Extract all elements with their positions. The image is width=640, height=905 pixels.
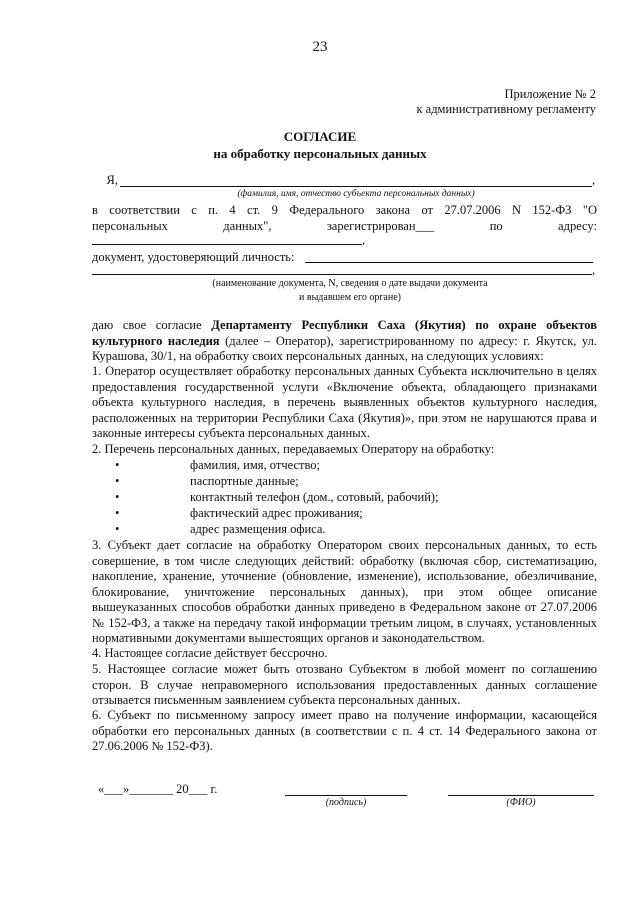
list-item-text: адрес размещения офиса. xyxy=(190,522,326,536)
intro-post: (далее – Оператор), зарегистрированному по адресу: г. Якутск, ул. Курашова, 30/1, на обработку своих персональных данных, на следующих условиях: xyxy=(92,333,597,363)
list-item xyxy=(92,506,597,522)
bullet-icon: • xyxy=(115,490,120,504)
paragraph-1: 1. Оператор осуществляет обработку персональных данных Субъекта исключительно в целях предоставления государственной услуги «Включение объекта, обладающего признаками объекта культурного наследия, в перечень выявленных объектов культурного наследия, расположенных на территории Республики Саха (Якутия)», при этом не нарушаются права и законные интересы субъекта персональных данных. xyxy=(92,364,597,440)
intro-paragraph xyxy=(92,318,597,365)
list-item-text: паспортные данные; xyxy=(190,474,299,488)
list-item xyxy=(92,474,597,490)
appendix-header xyxy=(416,87,596,117)
appendix-number: Приложение № 2 xyxy=(504,87,596,101)
intro-pre: даю свое согласие xyxy=(92,318,212,332)
list-item-text: фактический адрес проживания; xyxy=(190,506,363,520)
ya-label: Я, xyxy=(106,173,118,187)
fio-sign-caption: (ФИО) xyxy=(506,797,536,808)
paragraph-6: 6. Субъект по письменному запросу имеет право на получение информации, касающейся обработки его персональных данных (в соответствии с п. 4 ст. 14 Федерального закона от 27.06.2006 № 152-ФЗ). xyxy=(92,708,597,753)
intro-organization: Департаменту Республики Саха (Якутия) по охране объектов культурного наследия xyxy=(92,318,597,348)
paragraph-5: 5. Настоящее согласие может быть отозвано Субъектом в любой момент по соглашению сторон. В случае неправомерного использования предоставленных данных соглашение отзывается письменным заявлением субъекта персональных данных. xyxy=(92,662,597,707)
title-main: СОГЛАСИЕ xyxy=(283,129,357,144)
list-item-text: фамилия, имя, отчество; xyxy=(190,458,321,472)
bullet-icon: • xyxy=(115,522,120,536)
document-title xyxy=(0,128,640,162)
fio-caption: (фамилия, имя, отчество субъекта персональных данных) xyxy=(237,189,475,199)
fio-comma: , xyxy=(592,173,596,187)
doc-caption-line-2: и выдавшем его органе) xyxy=(299,292,401,303)
law-line-2: персональных данных", зарегистрирован___ по адресу: xyxy=(92,219,597,233)
doc-comma: , xyxy=(592,263,596,277)
paragraph-4: 4. Настоящее согласие действует бессрочно. xyxy=(92,646,328,660)
bullet-icon: • xyxy=(115,458,120,472)
bullet-icon: • xyxy=(115,506,120,520)
signature-caption: (подпись) xyxy=(325,797,367,808)
list-item-text: контактный телефон (дом., сотовый, рабочий); xyxy=(190,490,439,504)
address-comma: , xyxy=(362,233,366,247)
paragraph-3: 3. Субъект дает согласие на обработку Оператором своих персональных данных, то есть совершение, в том числе следующих действий: обработку (включая сбор, систематизацию, накопление, хранение, уточнение (обновление, изменение), использование, обезличивание, блокирование, уничтожение персональных данных), при этом общее описание вышеуказанных способов обработки данных приведено в Федеральном законе от 27.07.2006 № 152-ФЗ, а также на передачу такой информации третьим лицом, в случаях, установленных нормативными документами вышестоящих органов и законодательством. xyxy=(92,538,597,645)
signature-field[interactable] xyxy=(285,795,407,796)
list-item xyxy=(92,490,597,506)
doc-field-1[interactable] xyxy=(305,262,593,263)
date-field[interactable]: «___»_______ 20___ г. xyxy=(98,782,218,796)
doc-label: документ, удостоверяющий личность: xyxy=(92,250,295,264)
list-item xyxy=(92,458,597,474)
paragraph-2: 2. Перечень персональных данных, передаваемых Оператору на обработку: xyxy=(92,442,495,456)
appendix-reference: к административному регламенту xyxy=(416,102,596,116)
page-number: 23 xyxy=(312,39,328,55)
list-item xyxy=(92,522,597,538)
doc-caption-line-1: (наименование документа, N, сведения о дате выдачи документа xyxy=(212,278,488,289)
fio-sign-field[interactable] xyxy=(448,795,594,796)
fio-field[interactable] xyxy=(120,186,592,187)
title-sub: на обработку персональных данных xyxy=(213,146,427,161)
doc-field-2[interactable] xyxy=(92,274,592,275)
bullet-icon: • xyxy=(115,474,120,488)
address-field[interactable] xyxy=(92,244,362,245)
doc-caption xyxy=(150,277,550,305)
law-line-1: в соответствии с п. 4 ст. 9 Федерального закона от 27.07.2006 N 152-ФЗ "О xyxy=(92,203,597,217)
